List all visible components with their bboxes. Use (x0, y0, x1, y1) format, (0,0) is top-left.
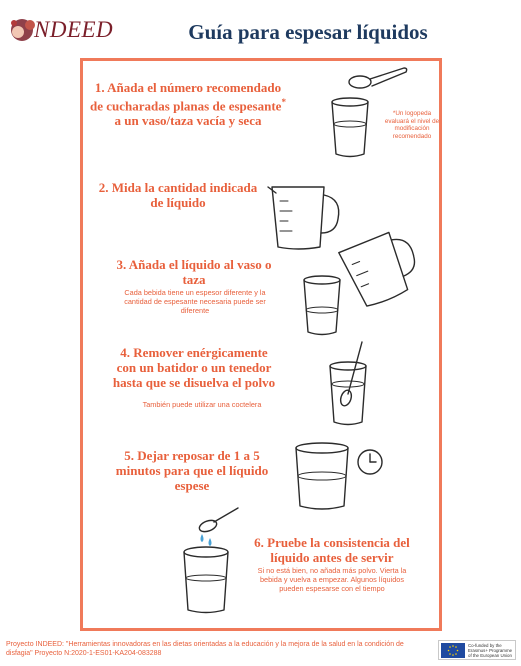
eu-text: Co-funded by the Erasmus+ Programme of the European Union (468, 643, 513, 659)
eu-flag-icon (441, 643, 465, 658)
page-title: Guía para espesar líquidos (188, 20, 428, 44)
step-5-title: 5. Dejar reposar de 1 a 5 minutos para que el líquido espese (115, 448, 269, 493)
step-2-title: 2. Mida la cantidad indicada de líquido (98, 180, 258, 210)
stirring-glass-icon (322, 340, 382, 430)
step-3-subtitle: Cada bebida tiene un espesor diferente y la cantidad de espesante necesaria puede ser diferente (124, 288, 266, 315)
step-6-title: 6. Pruebe la consistencia del líquido antes de servir (254, 535, 410, 565)
footer-text: Proyecto INDEED: "Herramientas innovadoras en las dietas orientadas a la educación y la mejora de la salud en la condición de disfagia" Proyecto N:2020-1-ES01-KA204-083288 (6, 641, 404, 657)
step-6-subtitle: Si no está bien, no añada más polvo. Vierta la bebida y vuelva a empezar. Algunos líquidos pueden espesarse con el tiempo (257, 566, 407, 593)
clock-icon (356, 448, 384, 476)
step-1-note: *Un logopeda evaluará el nivel de modificación recomendado (384, 110, 440, 140)
step-1-title: 1. Añada el número recomendado de cucharadas planas de espesante* a un vaso/taza vacía y seca (90, 80, 286, 129)
step-3-title: 3. Añada el líquido al vaso o taza (116, 257, 272, 287)
logo-text: NDEED (34, 17, 114, 42)
step-4-title: 4. Remover enérgicamente con un batidor o un tenedor hasta que se disuelva el polvo (112, 345, 276, 390)
glass-icon (294, 442, 352, 512)
pour-jug-glass-icon (298, 230, 428, 340)
step-4-subtitle: También puede utilizar una coctelera (142, 400, 262, 409)
eu-cofunded-badge (438, 640, 516, 660)
